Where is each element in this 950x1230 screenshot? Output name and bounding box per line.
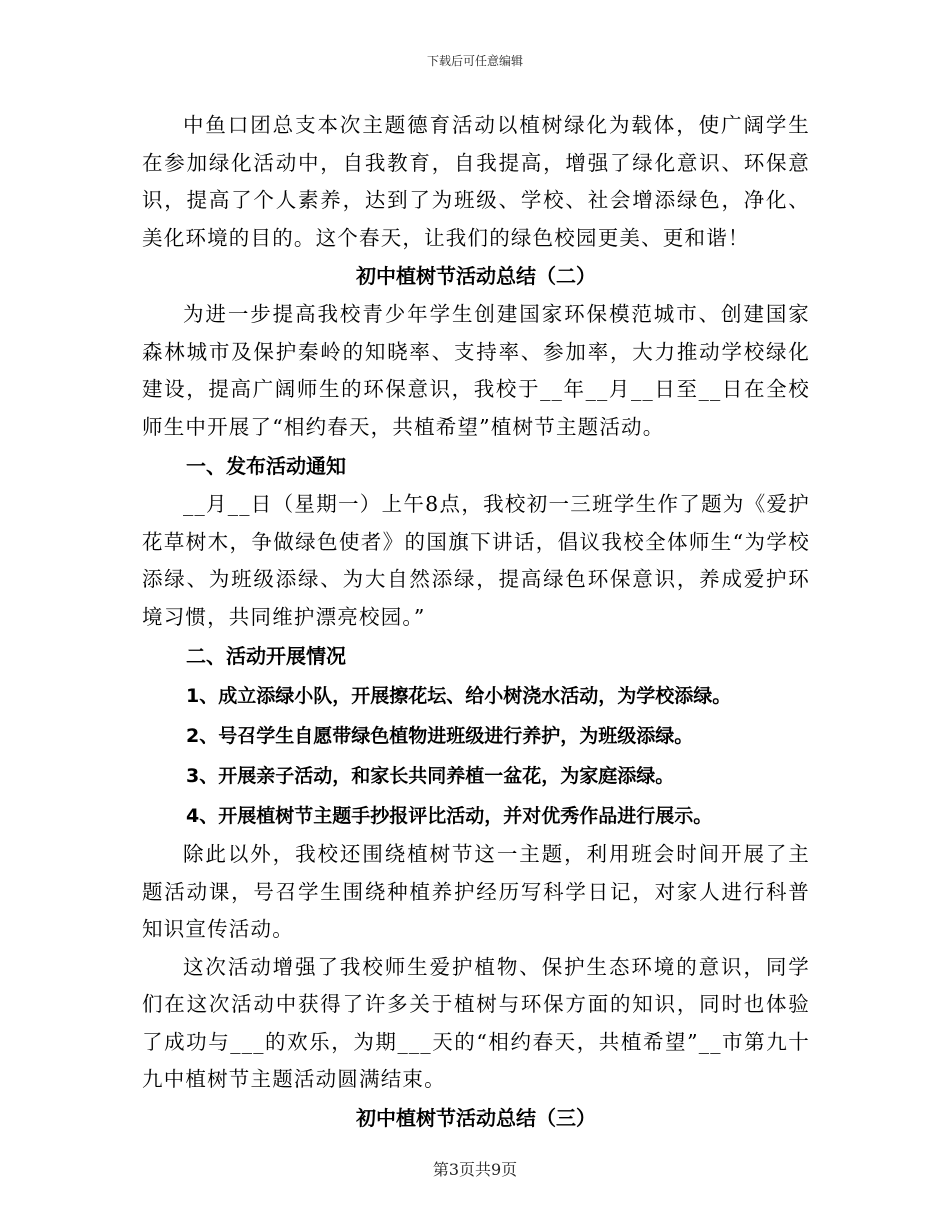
list-item: 3、开展亲子活动，和家长共同养植一盆花，为家庭添绿。 bbox=[186, 765, 675, 787]
list-item: 4、开展植树节主题手抄报评比活动，并对优秀作品进行展示。 bbox=[186, 805, 713, 827]
section-title-2: 初中植树节活动总结（二） bbox=[356, 264, 596, 288]
subheading-activities: 二、活动开展情况 bbox=[186, 644, 346, 668]
paragraph-4: 除此以外，我校还围绕植树节这一主题，利用班会时间开展了主题活动课，号召学生围绕种植养护经历写科学日记，对家人进行科普知识宣传活动。 bbox=[142, 842, 810, 941]
page-header: 下载后可任意编辑 bbox=[426, 54, 523, 68]
paragraph-2: 为进一步提高我校青少年学生创建国家环保模范城市、创建国家森林城市及保护秦岭的知晓率、支持率、参加率，大力推动学校绿化建设，提高广阔师生的环保意识，我校于__年__月__日至__日在全校师生中开展了“相约春天，共植希望”植树节主题活动。 bbox=[142, 302, 810, 439]
list-item: 1、成立添绿小队，开展擦花坛、给小树浇水活动，为学校添绿。 bbox=[186, 685, 732, 707]
paragraph-3: __月__日（星期一）上午8点，我校初一三班学生作了题为《爱护花草树木，争做绿色使者》的国旗下讲话，倡议我校全体师生“为学校添绿、为班级添绿、为大自然添绿，提高绿色环保意识，养成爱护环境习惯，共同维护漂亮校园。” bbox=[142, 492, 810, 629]
section-title-3: 初中植树节活动总结（三） bbox=[356, 1105, 596, 1130]
page-number: 第3页共9页 bbox=[432, 1160, 518, 1179]
document-body bbox=[142, 107, 810, 1138]
subheading-notice: 一、发布活动通知 bbox=[186, 454, 346, 478]
paragraph-5: 这次活动增强了我校师生爱护植物、保护生态环境的意识，同学们在这次活动中获得了许多关于植树与环保方面的知识，同时也体验了成功与___的欢乐，为期___天的“相约春天，共植希望”__市第九十九中植树节主题活动圆满结束。 bbox=[142, 954, 810, 1091]
paragraph-1: 中鱼口团总支本次主题德育活动以植树绿化为载体，使广阔学生在参加绿化活动中，自我教育，自我提高，增强了绿化意识、环保意识，提高了个人素养，达到了为班级、学校、社会增添绿色，净化、美化环境的目的。这个春天，让我们的绿色校园更美、更和谐！ bbox=[142, 113, 810, 250]
list-item: 2、号召学生自愿带绿色植物进班级进行养护，为班级添绿。 bbox=[186, 725, 694, 747]
